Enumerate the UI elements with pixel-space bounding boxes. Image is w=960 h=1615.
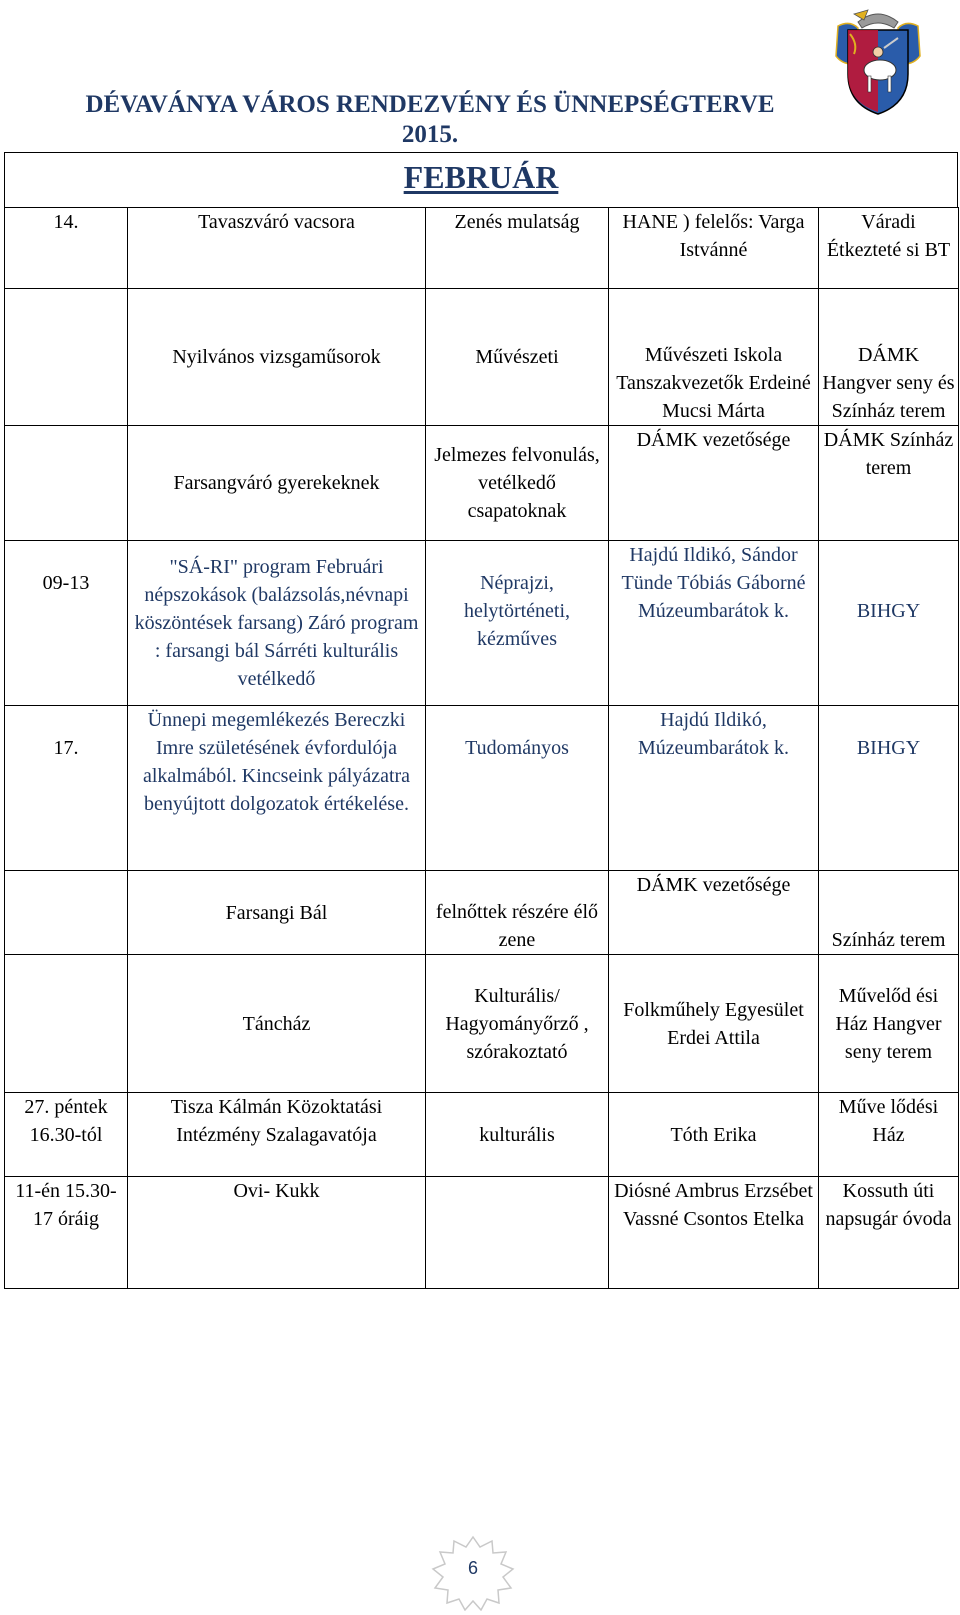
date-cell [5, 871, 128, 955]
type-cell: felnőttek részére élő zene [426, 871, 609, 955]
table-row [5, 706, 959, 871]
type-cell: Tudományos [426, 706, 609, 871]
table-row [5, 426, 959, 541]
table-row [5, 208, 959, 289]
document-title [0, 90, 860, 150]
organizer-cell: Hajdú Ildikó, Múzeumbarátok k. [609, 706, 819, 871]
type-cell: Jelmezes felvonulás, vetélkedő csapatoknak [426, 426, 609, 541]
organizer-cell: Hajdú Ildikó, Sándor Tünde Tóbiás Gáborné Múzeumbarátok k. [609, 541, 819, 706]
month-label: FEBRUÁR [403, 159, 559, 195]
venue-cell: BIHGY [819, 706, 959, 871]
venue-cell: Színház terem [819, 871, 959, 955]
event-cell: Ovi- Kukk [128, 1177, 426, 1289]
organizer-cell: Folkműhely Egyesület Erdei Attila [609, 955, 819, 1093]
event-cell: Farsangváró gyerekeknek [128, 426, 426, 541]
event-cell: Farsangi Bál [128, 871, 426, 955]
date-cell: 14. [5, 208, 128, 289]
date-cell: 17. [5, 706, 128, 871]
table-row [5, 541, 959, 706]
date-cell [5, 426, 128, 541]
event-cell: "SÁ-RI" program Februári népszokások (balázsolás,névnapi köszöntések farsang) Záró program : farsangi bál Sárréti kulturális vetélkedő [128, 541, 426, 706]
venue-cell: Kossuth úti napsugár óvoda [819, 1177, 959, 1289]
organizer-cell: Tóth Erika [609, 1093, 819, 1177]
type-cell [426, 1177, 609, 1289]
date-cell [5, 289, 128, 426]
organizer-cell: Művészeti Iskola Tanszakvezetők Erdeiné Mucsi Márta [609, 289, 819, 426]
venue-cell: Műve lődési Ház [819, 1093, 959, 1177]
table-row [5, 1093, 959, 1177]
event-cell: Ünnepi megemlékezés Bereczki Imre születésének évfordulója alkalmából. Kincseink pályázatra benyújtott dolgozatok értékelése. [128, 706, 426, 871]
venue-cell: Váradi Étkezteté si BT [819, 208, 959, 289]
type-cell: Kulturális/ Hagyományőrző , szórakoztató [426, 955, 609, 1093]
type-cell: kulturális [426, 1093, 609, 1177]
events-table [4, 207, 959, 1289]
table-row [5, 1177, 959, 1289]
type-cell: Néprajzi, helytörténeti, kézműves [426, 541, 609, 706]
venue-cell: BIHGY [819, 541, 959, 706]
title-line-2: 2015. [401, 121, 459, 148]
organizer-cell: HANE ) felelős: Varga Istvánné [609, 208, 819, 289]
date-cell [5, 955, 128, 1093]
organizer-cell: DÁMK vezetősége [609, 426, 819, 541]
organizer-cell: DÁMK vezetősége [609, 871, 819, 955]
type-cell: Zenés mulatság [426, 208, 609, 289]
type-cell: Művészeti [426, 289, 609, 426]
title-line-1: DÉVAVÁNYA VÁROS RENDEZVÉNY ÉS ÜNNEPSÉGTERVE [85, 91, 775, 118]
venue-cell: DÁMK Színház terem [819, 426, 959, 541]
event-cell: Tavaszváró vacsora [128, 208, 426, 289]
event-cell: Nyilvános vizsgaműsorok [128, 289, 426, 426]
venue-cell: DÁMK Hangver seny és Színház terem [819, 289, 959, 426]
table-row [5, 955, 959, 1093]
date-cell: 09-13 [5, 541, 128, 706]
date-cell: 27. péntek 16.30-tól [5, 1093, 128, 1177]
table-row [5, 289, 959, 426]
organizer-cell: Diósné Ambrus Erzsébet Vassné Csontos Etelka [609, 1177, 819, 1289]
event-cell: Táncház [128, 955, 426, 1093]
table-row [5, 871, 959, 955]
page-number: 6 [467, 1558, 478, 1578]
event-cell: Tisza Kálmán Közoktatási Intézmény Szalagavatója [128, 1093, 426, 1177]
venue-cell: Művelőd ési Ház Hangver seny terem [819, 955, 959, 1093]
month-header-box [4, 152, 958, 207]
date-cell: 11-én 15.30-17 óráig [5, 1177, 128, 1289]
